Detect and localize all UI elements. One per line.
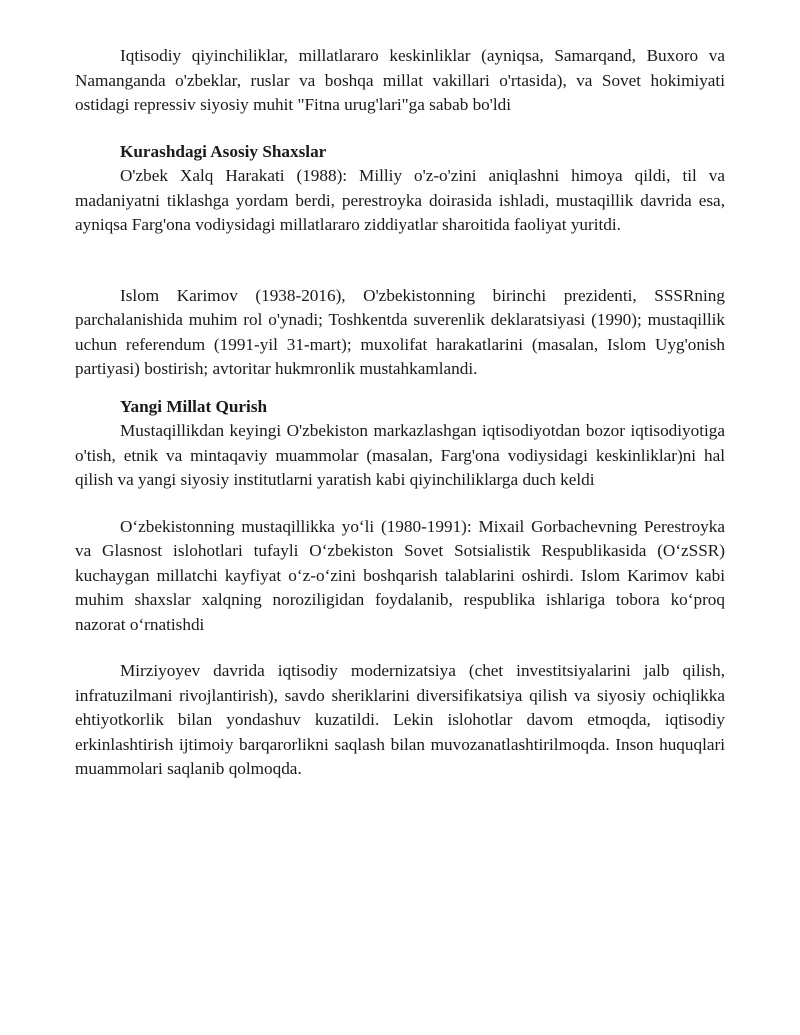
paragraph-islam-karimov: Islom Karimov (1938-2016), O'zbekistonning birinchi prezidenti, SSSRning parchalanishida muhim rol o'ynadi; Toshkentda suverenlik deklaratsiyasi (1990); mustaqillik uchun referendum (1991-yil 31-mart); muxolifat harakatlarini (masalan, Islom Uyg'onish partiyasi) bostirish; avtoritar hukmronlik mustahkamlandi. xyxy=(75,285,725,378)
paragraph-mirziyoyev-era: Mirziyoyev davrida iqtisodiy modernizatsiya (chet investitsiyalarini jalb qilish, infratuzilmani rivojlantirish), savdo sheriklarini diversifikatsiya qilish va siyosiy ochiqlikka ehtiyotkorlik bilan yondashuv kuzatildi. Lekin islohotlar davom etmoqda, iqtisodiy erkinlashtirish ijtimoiy barqarorlikni saqlash bilan muvozanatlashtirilmoqda. Inson huquqlari muammolari saqlanib qolmoqda. xyxy=(75,661,725,778)
heading-building-new-nation: Yangi Millat Qurish xyxy=(120,396,268,416)
spacer xyxy=(75,637,725,659)
spacer xyxy=(75,382,725,395)
spacer xyxy=(75,493,725,515)
document-page xyxy=(75,44,725,782)
spacer xyxy=(75,238,725,284)
spacer xyxy=(75,118,725,140)
heading-key-figures: Kurashdagi Asosiy Shaxslar xyxy=(120,141,327,161)
paragraph-economic-difficulties: Iqtisodiy qiyinchiliklar, millatlararo keskinliklar (ayniqsa, Samarqand, Buxoro va Namanganda o'zbeklar, ruslar va boshqa millat vakillari o'rtasida), va Sovet hokimiyati ostidagi repressiv siyosiy muhit "Fitna urug'lari"ga sabab bo'ldi xyxy=(75,46,725,114)
paragraph-uzbek-peoples-movement: O'zbek Xalq Harakati (1988): Milliy o'z-o'zini aniqlashni himoya qildi, til va madaniyatni tiklashga yordam berdi, perestroyka doirasida ishladi, mustaqillik davrida esa, ayniqsa Farg'ona vodiysidagi millatlararo ziddiyatlar sharoitida faoliyat yuritdi. xyxy=(75,166,725,234)
paragraph-post-independence: Mustaqillikdan keyingi O'zbekiston markazlashgan iqtisodiyotdan bozor iqtisodiyotiga o'tish, etnik va mintaqaviy muammolar (masalan, Farg'ona vodiysidagi keskinliklar)ni hal qilish va yangi siyosiy institutlarni yaratish kabi qiyinchiliklarga duch keldi xyxy=(75,421,725,489)
paragraph-path-to-independence: O‘zbekistonning mustaqillikka yo‘li (1980-1991): Mixail Gorbachevning Perestroyka va Glasnost islohotlari tufayli O‘zbekiston Sovet Sotsialistik Respublikasida (O‘zSSR) kuchaygan millatchi kayfiyat o‘z-o‘zini boshqarish talablarini oshirdi. Islom Karimov kabi muhim shaxslar xalqning noroziligidan foydalanib, respublika ishlariga tobora ko‘proq nazorat o‘rnatishdi xyxy=(75,516,725,634)
